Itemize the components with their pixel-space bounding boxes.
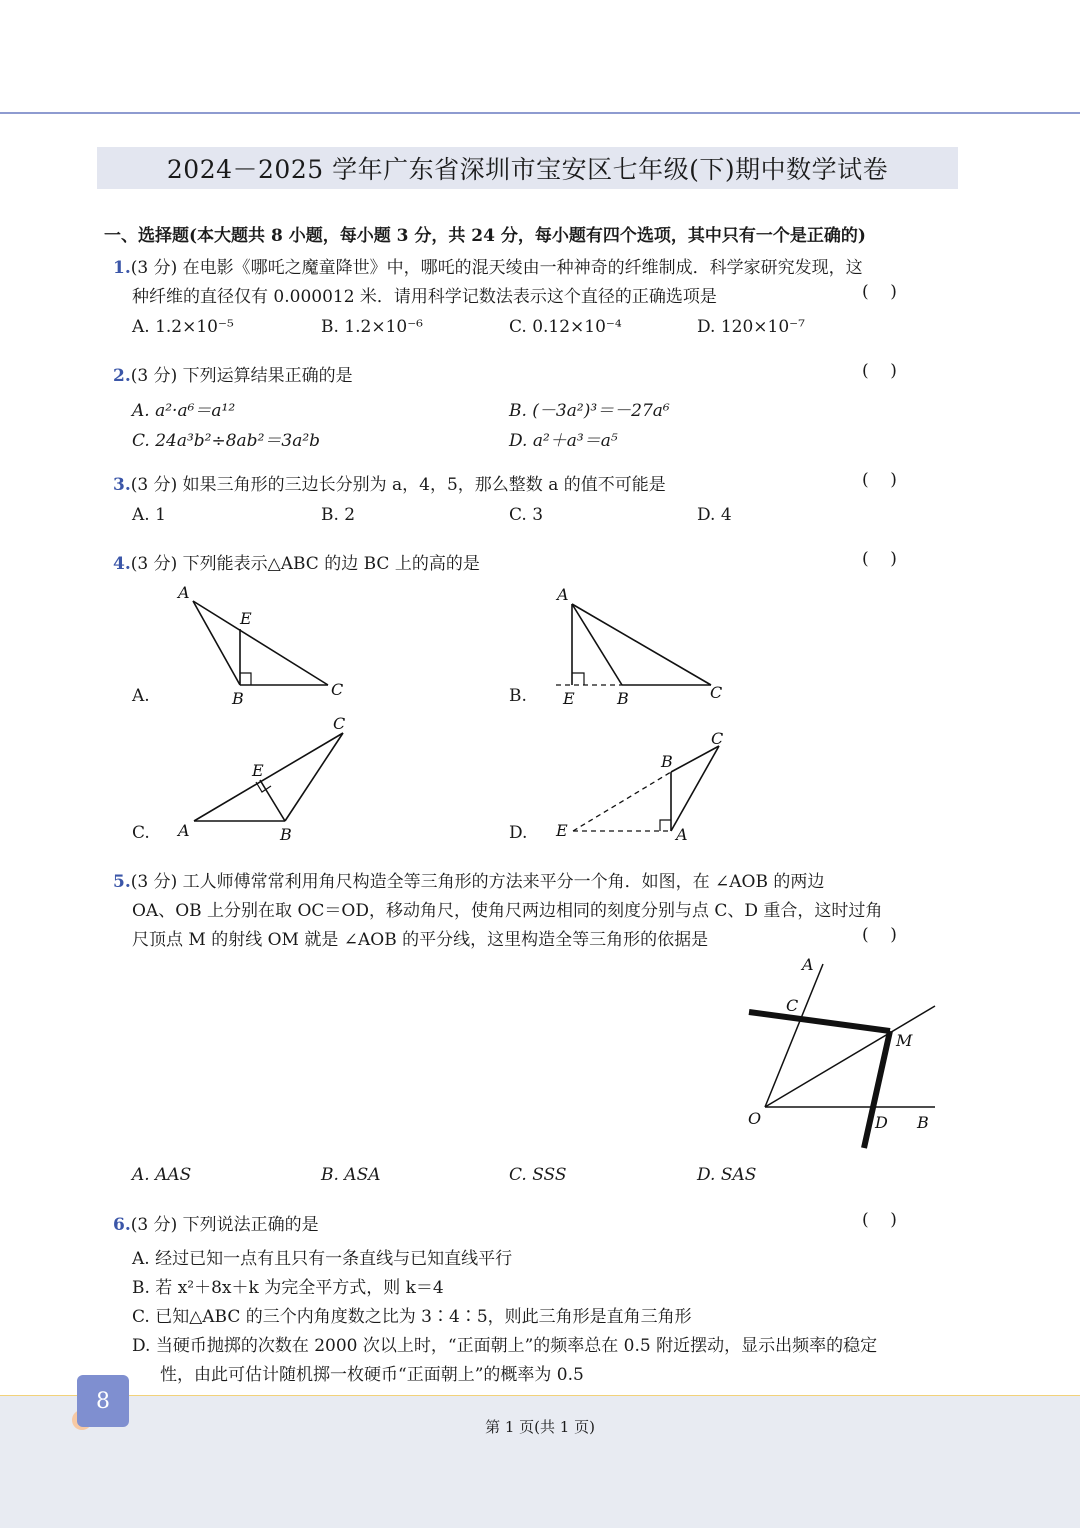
q4d-label-a: A: [676, 825, 688, 844]
q4-option-d: D.: [509, 823, 528, 843]
q4c-label-b: B: [280, 825, 292, 844]
q6-number: 6.: [113, 1215, 131, 1235]
q5-option-b: B. ASA: [321, 1165, 381, 1185]
q6-text-line1: (3 分) 下列说法正确的是: [130, 1215, 319, 1235]
q6-option-c: C. 已知△ABC 的三个内角度数之比为 3∶4∶5，则此三角形是直角三角形: [132, 1307, 692, 1327]
q6-option-a: A. 经过已知一点有且只有一条直线与已知直线平行: [132, 1249, 513, 1269]
q6-line1: [113, 1210, 319, 1235]
q5-label-b: B: [917, 1113, 929, 1132]
q1-option-b: B. 1.2×10⁻⁶: [321, 317, 423, 337]
q4a-label-c: C: [331, 680, 344, 699]
q5-answer-bracket: ( ): [862, 925, 897, 945]
q3-answer-bracket: ( ): [862, 470, 897, 490]
q2-option-d: D. a²＋a³＝a⁵: [509, 431, 618, 451]
q2-option-b: B. (－3a²)³＝－27a⁶: [509, 401, 670, 421]
q6-answer-bracket: ( ): [862, 1210, 897, 1230]
page-footer-text: 第 1 页(共 1 页): [485, 1418, 595, 1436]
q5-number: 5.: [113, 872, 131, 892]
q1-number: 1.: [113, 258, 131, 278]
q1-option-d: D. 120×10⁻⁷: [697, 317, 805, 337]
q2-answer-bracket: ( ): [862, 361, 897, 381]
q4c-label-c: C: [333, 714, 346, 733]
section-heading: 一、选择题(本大题共 8 小题，每小题 3 分，共 24 分，每小题有四个选项，其中只有一个是正确的): [104, 226, 866, 246]
q5-text-line1: (3 分) 工人师傅常常利用角尺构造全等三角形的方法来平分一个角．如图，在 ∠AOB 的两边: [130, 872, 825, 892]
q1-option-a: A. 1.2×10⁻⁵: [132, 317, 234, 337]
q4b-label-c: C: [710, 683, 723, 702]
q5-label-m: M: [896, 1031, 913, 1050]
q2-text-line1: (3 分) 下列运算结果正确的是: [130, 366, 353, 386]
q5-option-c: C. SSS: [509, 1165, 567, 1185]
q3-text-line1: (3 分) 如果三角形的三边长分别为 a，4，5，那么整数 a 的值不可能是: [130, 475, 666, 495]
footer-band: [0, 1395, 1080, 1528]
q4a-label-a: A: [178, 583, 190, 602]
q4-answer-bracket: ( ): [862, 549, 897, 569]
q4c-label-a: A: [178, 821, 190, 840]
q1-text-line1: (3 分) 在电影《哪吒之魔童降世》中，哪吒的混天绫由一种神奇的纤维制成．科学家研究发现，这: [130, 258, 863, 278]
q4-option-a: A.: [132, 686, 150, 706]
q4-text-line1: (3 分) 下列能表示△ABC 的边 BC 上的高的是: [130, 554, 480, 574]
q3-option-d: D. 4: [697, 505, 732, 525]
q6-option-d-line1: D. 当硬币抛掷的次数在 2000 次以上时，“正面朝上”的频率总在 0.5 附近摆动，显示出频率的稳定: [132, 1336, 878, 1356]
q5-option-a: A. AAS: [132, 1165, 192, 1185]
q1-answer-bracket: ( ): [862, 282, 897, 302]
q3-option-a: A. 1: [132, 505, 166, 525]
q4b-label-e: E: [563, 689, 575, 708]
q4d-label-e: E: [556, 821, 568, 840]
q3-option-c: C. 3: [509, 505, 544, 525]
q4c-label-e: E: [252, 761, 264, 780]
q5-text-line3: 尺顶点 M 的射线 OM 就是 ∠AOB 的平分线，这里构造全等三角形的依据是: [132, 930, 709, 950]
q5-label-o: O: [748, 1109, 762, 1128]
q5-label-d: D: [875, 1113, 888, 1132]
q4d-label-b: B: [661, 752, 673, 771]
q4d-label-c: C: [711, 729, 724, 748]
q5-text-line2: OA、OB 上分别在取 OC＝OD，移动角尺，使角尺两边相同的刻度分别与点 C、D 重合，这时过角: [132, 901, 883, 921]
q6-option-b: B. 若 x²＋8x＋k 为完全平方式，则 k＝4: [132, 1278, 444, 1298]
q4a-label-b: B: [232, 689, 244, 708]
q4-option-c: C.: [132, 823, 150, 843]
page-title: 2024－2025 学年广东省深圳市宝安区七年级(下)期中数学试卷: [166, 155, 889, 184]
q5-label-a: A: [802, 955, 814, 974]
q4b-label-a: A: [557, 585, 569, 604]
q5-label-c: C: [786, 996, 799, 1015]
q2-option-a: A. a²·a⁶＝a¹²: [132, 401, 236, 421]
q3-option-b: B. 2: [321, 505, 356, 525]
q1-text-line2: 种纤维的直径仅有 0.000012 米．请用科学记数法表示这个直径的正确选项是: [132, 287, 717, 307]
q5-option-d: D. SAS: [697, 1165, 757, 1185]
q1-option-c: C. 0.12×10⁻⁴: [509, 317, 622, 337]
q4b-label-b: B: [617, 689, 629, 708]
q4-option-b: B.: [509, 686, 527, 706]
q6-option-d-line2: 性，由此可估计随机掷一枚硬币“正面朝上”的概率为 0.5: [160, 1365, 584, 1385]
q4a-label-e: E: [240, 609, 252, 628]
page-number-badge: 8: [77, 1375, 129, 1427]
q4-number: 4.: [113, 554, 131, 574]
q2-option-c: C. 24a³b²÷8ab²＝3a²b: [132, 431, 321, 451]
q3-number: 3.: [113, 475, 131, 495]
q2-number: 2.: [113, 366, 131, 386]
